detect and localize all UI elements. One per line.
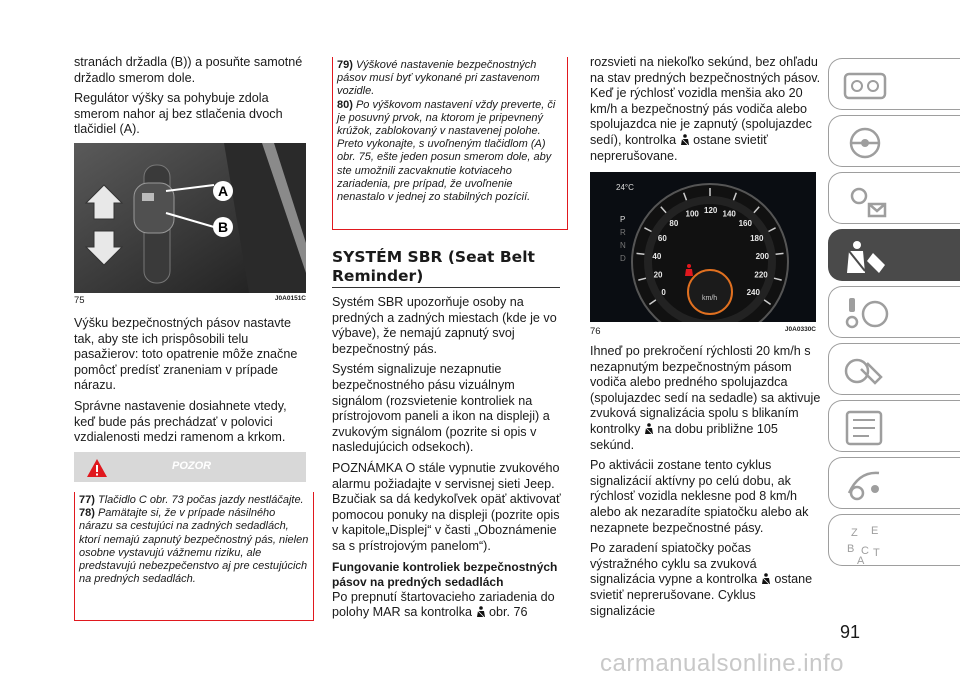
column-2 xyxy=(332,295,564,626)
index-letter: T xyxy=(873,547,880,559)
gear-label: P xyxy=(620,215,626,224)
paragraph: Po prepnutí štartovacieho zariadenia do polohy MAR sa kontrolka obr. 76 xyxy=(332,589,555,620)
speed-tick-label: 20 xyxy=(653,270,663,280)
seat-belt-warning-icon xyxy=(644,423,654,435)
warning-title: POZOR xyxy=(172,460,212,472)
speed-tick-label: 240 xyxy=(746,287,760,297)
column-1-lower xyxy=(74,316,308,451)
figure-75 xyxy=(74,143,306,309)
gear-label: D xyxy=(620,254,626,263)
steering-wheel-icon xyxy=(839,121,895,165)
temperature-readout: 24°C xyxy=(616,183,634,192)
warning-box-1 xyxy=(74,492,314,621)
chapter-tab[interactable] xyxy=(828,229,960,281)
label-a: A xyxy=(218,183,229,199)
chapter-tab[interactable] xyxy=(828,457,960,509)
warning-item: 77) Tlačidlo C obr. 73 počas jazdy nestláčajte. xyxy=(79,494,304,506)
technical-data-icon xyxy=(839,406,895,450)
speed-tick-mark xyxy=(776,253,784,254)
page-number: 91 xyxy=(840,622,861,642)
figure-number: 75 xyxy=(74,295,85,306)
index-icon xyxy=(839,520,899,566)
figure-76 xyxy=(590,172,816,340)
paragraph: Správne nastavenie dosiahnete vtedy, keď bude pás prechádzať v polovici vzdialenosti medzi ramenom a krkom. xyxy=(74,398,287,445)
chapter-tab[interactable] xyxy=(828,400,960,452)
speed-unit: km/h xyxy=(702,295,718,302)
figure-code: J0A0151C xyxy=(274,295,306,302)
speed-tick-mark xyxy=(637,253,645,254)
index-letter: B xyxy=(847,543,855,555)
column-1 xyxy=(74,0,306,143)
gear-label: N xyxy=(620,241,626,250)
paragraph: Ihneď po prekročení rýchlosti 20 km/h s nezapnutým bezpečnostným pásom vodiča alebo predného spolujazdca (spolujazdec sedí na sedadle) sa aktivuje zvuková signalizácia spolu s blikaním kontrolky na dobu približne 105 sekúnd. xyxy=(590,344,821,452)
warning-item: 80) Po výškovom nastavení vždy preverte, či je posuvný prvok, na ktorom je pripevnený krúžok, zablokovaný v nastavenej polohe. Preto vykonajte, s uvoľneným tlačidlom (A) obr. 75, ešte jeden posun smerom dole, aby ste umožnili zacvaknutie kotviaceho zariadenia, pre prípad, že uvoľnenie nenastalo v jednej zo stabilných pozícií. xyxy=(337,98,556,204)
speed-tick-label: 220 xyxy=(754,270,768,280)
warning-item: 79) Výškové nastavenie bezpečnostných pásov musí byť vykonané pri zastavenom vozidle. xyxy=(337,59,540,98)
column-3-lower xyxy=(590,344,822,624)
chapter-tab[interactable] xyxy=(828,115,960,167)
subheading: Fungovanie kontroliek bezpečnostných pásov na predných sedadlách xyxy=(332,559,558,589)
warning-lights-icon xyxy=(839,178,895,222)
speed-tick-label: 80 xyxy=(669,219,679,229)
maintenance-icon xyxy=(839,349,895,393)
chapter-tab[interactable] xyxy=(828,514,960,566)
paragraph: Regulátor výšky sa pohybuje zdola smerom nahor aj bez stlačenia dvoch tlačidiel (A). xyxy=(74,91,283,137)
section-heading: SYSTÉM SBR (Seat Belt Reminder) xyxy=(332,248,535,285)
paragraph: stranách držadla (B)) a posuňte samotné držadlo smerom dole. xyxy=(74,55,303,85)
speed-tick-label: 140 xyxy=(722,209,736,219)
index-letter: A xyxy=(857,555,865,566)
watermark: carmanualsonline.info xyxy=(600,650,844,677)
paragraph: Po aktivácii zostane tento cyklus signalizácií aktívny po celú dobu, ak rýchlosť vozidla neklesne pod 8 km/h alebo ak nezaradíte spiatočku alebo ak nezapnete bezpečnostné pásy. xyxy=(590,458,809,535)
chapter-tab[interactable] xyxy=(828,286,960,338)
index-letter: E xyxy=(871,525,879,537)
speed-tick-label: 60 xyxy=(657,234,667,243)
warning-header xyxy=(74,452,306,482)
paragraph: Po zaradení spiatočky počas výstražného cyklu sa zvuková signalizácia vypne a kontrolka ostane svietiť neprerušovane. Cyklus signalizácie xyxy=(590,541,813,618)
index-letter: Z xyxy=(851,527,858,539)
index-letter: C xyxy=(861,545,869,557)
paragraph: Výšku bezpečnostných pásov nastavte tak, aby ste ich prispôsobili telu pasažierov: toto opatrenie môže značne pomôcť predísť zraneniam v prípade nárazu. xyxy=(74,316,298,393)
label-b: B xyxy=(218,219,229,235)
speed-tick-label: 120 xyxy=(704,206,718,215)
figure-caption xyxy=(590,326,816,337)
speed-tick-label: 0 xyxy=(661,287,666,297)
paragraph: rozsvieti na niekoľko sekúnd, bez ohľadu na stav predných bezpečnostných pásov. Keď je rýchlosť vozidla menšia ako 20 km/h a bezpečnostný pás vodiča alebo spolujazdca nie je zapnutý (spolujazdec sedí), kontrolka ostane svietiť neprerušovane. xyxy=(590,55,821,163)
speed-tick-label: 160 xyxy=(738,219,752,229)
belt-height-adjuster-photo xyxy=(74,143,306,293)
driving-wheel-icon xyxy=(839,292,895,336)
chapter-tab[interactable] xyxy=(828,172,960,224)
figure-number: 76 xyxy=(590,326,601,337)
warning-triangle-icon xyxy=(86,458,108,478)
figure-code: J0A0330C xyxy=(784,326,816,333)
speed-tick-label: 180 xyxy=(750,234,764,243)
warning-item: 78) Pamätajte si, že v prípade násilného nárazu sa cestujúci na zadných sedadlách, ktorí nemajú zapnutý bezpečnostný pás, nielen osobne vystavujú vážnemu riziku, ale predstavujú nebezpečenstvo aj pre cestujúcich na predných sedadlách. xyxy=(79,507,309,586)
seat-safety-icon xyxy=(839,235,895,279)
heading-rule xyxy=(332,287,560,288)
speed-tick-label: 100 xyxy=(685,209,699,219)
speedometer-photo xyxy=(590,172,816,322)
gear-label: R xyxy=(620,228,626,237)
paragraph: Systém SBR upozorňuje osoby na predných a zadných miestach (kde je vo výbave), že nemajú zapnutý svoj bezpečnostný pás. xyxy=(332,295,557,356)
seat-belt-warning-icon xyxy=(476,606,486,618)
seat-belt-warning-icon xyxy=(761,573,771,585)
figure-caption xyxy=(74,295,306,306)
speed-tick-label: 40 xyxy=(652,252,662,261)
column-3 xyxy=(590,55,822,169)
car-dashboard-icon xyxy=(839,64,895,108)
paragraph: POZNÁMKA O stále vypnutie zvukového alarmu požiadajte v servisnej sieti Jeep. Bzučiak sa dá kedykoľvek opäť aktivovať pomocou ponuky na displeji (pozrite opis v kapitole„Displej“ v časti „Oboznámenie sa s prístrojovým panelom“). xyxy=(332,460,561,553)
chapter-tab[interactable] xyxy=(828,58,960,110)
seat-belt-warning-icon xyxy=(680,134,690,146)
speed-tick-label: 200 xyxy=(755,252,769,261)
multimedia-icon xyxy=(839,463,895,507)
chapter-tab[interactable] xyxy=(828,343,960,395)
paragraph: Systém signalizuje nezapnutie bezpečnostného pásu vizuálnym signálom (rozsvietenie kontroliek na prístrojovom paneli a ikon na displeji) a zvukovým signálom (pozrite si opis v nasledujúcich odsekoch). xyxy=(332,362,550,455)
warning-box-2 xyxy=(332,57,568,230)
